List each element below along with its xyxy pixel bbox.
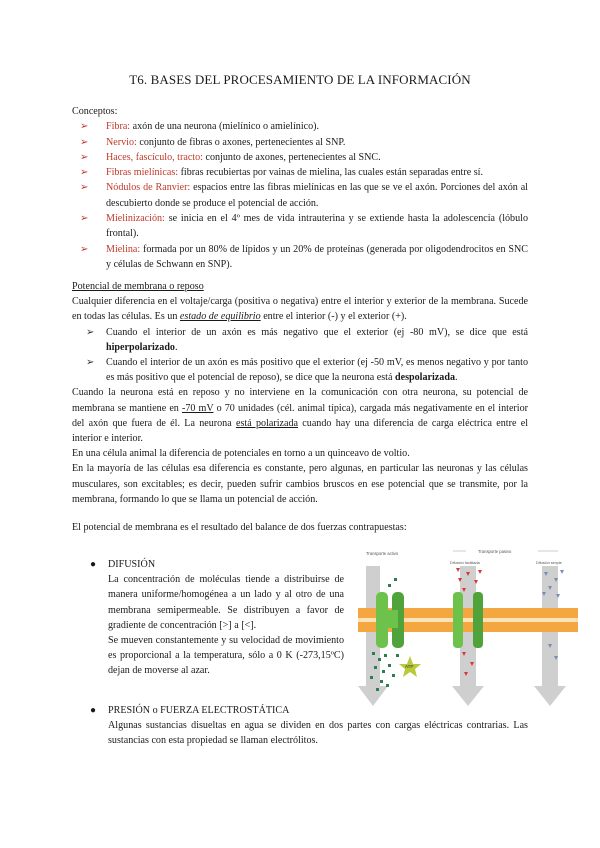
concept-item bbox=[72, 119, 528, 134]
concept-text: formada por un 80% de lípidos y un 20% de proteínas (generada por oligodendrocitos en SNC y células de Schwann en SNP). bbox=[106, 243, 528, 270]
presion-text: Algunas sustancias disueltas en agua se dividen en dos partes con cargas eléctricas contrarias. Las sustancias con esta propiedad se llaman electrólitos. bbox=[108, 720, 528, 747]
concepts-heading: Conceptos: bbox=[72, 106, 118, 117]
label-passive-transport: Transporte pasivo bbox=[478, 549, 512, 554]
concept-term: Nervio: bbox=[106, 136, 137, 148]
paragraph-balance: El potencial de membrana es el resultado del balance de dos fuerzas contrapuestas: bbox=[72, 522, 407, 534]
section-heading: Potencial de membrana o reposo bbox=[72, 281, 204, 292]
membrane-potential-section bbox=[72, 279, 528, 535]
concept-term: Mielina: bbox=[106, 243, 141, 255]
concept-item bbox=[72, 180, 528, 211]
arrow-bullet-icon: ➢ bbox=[80, 151, 89, 163]
presion-title: PRESIÓN o FUERZA ELECTROSTÁTICA bbox=[108, 705, 290, 716]
hyperpolarized-item: ➢ Cuando el interior de un axón es más negativo que el exterior (ej -80 mV), se dice que está hiperpolarizado. bbox=[86, 326, 528, 353]
concept-item bbox=[72, 211, 528, 242]
difusion-title: DIFUSIÓN bbox=[108, 559, 156, 570]
arrow-bullet-icon: ➢ bbox=[86, 326, 95, 338]
concept-text: conjunto de axones, pertenecientes al SNC. bbox=[202, 151, 381, 163]
presion-block bbox=[108, 703, 528, 749]
concepts-list bbox=[72, 119, 528, 272]
label-active-transport: Transporte activo bbox=[366, 551, 399, 556]
paragraph-animal-cell: En una célula animal la diferencia de potenciales en torno a un quinceavo de voltio. bbox=[72, 448, 410, 460]
concept-text: espacios entre las fibras mielínicas en las que se ve el axón. Porciones del axón al descubierto donde se produce el potencial de acción. bbox=[106, 182, 528, 209]
concept-item bbox=[72, 135, 528, 150]
arrow-bullet-icon: ➢ bbox=[80, 136, 89, 148]
difusion-block bbox=[108, 557, 344, 679]
paragraph-excitable: En la mayoría de las células esa diferencia es constante, pero algunas, en particular las neuronas y las células musculares, son excitables; es decir, pueden sufrir cambios bruscos en ese potencial que se transmite, por la membrana, formando lo que se llama un potencial de acción. bbox=[72, 463, 528, 505]
concept-text: axón de una neurona (mielínico o amielínico). bbox=[130, 121, 320, 133]
concept-text: fibras recubiertas por vainas de mielina, las cuales están separadas entre sí. bbox=[178, 167, 483, 179]
label-facilitated: Difusión facilitada bbox=[450, 561, 480, 565]
concepts-section bbox=[72, 104, 528, 272]
concept-item bbox=[72, 150, 528, 165]
concept-item bbox=[72, 242, 528, 273]
concept-term: Fibra: bbox=[106, 121, 131, 133]
concept-term: Fibras mielínicas: bbox=[106, 167, 179, 179]
concept-item bbox=[72, 165, 528, 180]
equilibrium-term: estado de equilibrio bbox=[179, 311, 261, 323]
concept-term: Mielinización: bbox=[106, 213, 165, 225]
arrow-bullet-icon: ➢ bbox=[80, 121, 89, 133]
arrow-bullet-icon: ➢ bbox=[80, 182, 89, 194]
arrow-bullet-icon: ➢ bbox=[80, 167, 89, 179]
bullet-icon: ● bbox=[90, 559, 97, 570]
paragraph-resting: Cuando la neurona está en reposo y no interviene en la comunicación con otra neurona, su potencial de membrana se mantiene en -70 mV o 70 unidades (cél. animal típica), cargada más negativamente en el interior del axón que fuera de él. La neurona está polarizada cuando hay una diferencia de carga eléctrica entre el interior e interior. bbox=[72, 387, 529, 445]
arrow-bullet-icon: ➢ bbox=[80, 243, 89, 255]
depolarized-item: ➢ Cuando el interior de un axón es más positivo que el exterior (ej -50 mV, es menos negativo y por tanto es más positivo que el potencial de reposo), se dice que la neurona está despolarizada. bbox=[86, 357, 528, 384]
polarization-list bbox=[72, 325, 528, 386]
arrow-bullet-icon: ➢ bbox=[86, 357, 95, 369]
difusion-text: La concentración de moléculas tiende a distribuirse de manera uniforme/homogénea a un lado y al otro de una membrana semipermeable. Se distribuyen a favor de gradiente de concentración [>] a [<]. bbox=[108, 574, 344, 631]
membrane-transport-diagram bbox=[358, 548, 578, 708]
concept-term: Nódulos de Ranvier: bbox=[106, 182, 191, 194]
atp-label: ATP bbox=[405, 664, 414, 669]
page-title: T6. BASES DEL PROCESAMIENTO DE LA INFORMACIÓN bbox=[129, 72, 471, 87]
protein-channel-active bbox=[376, 592, 404, 648]
label-simple: Difusión simple bbox=[536, 561, 562, 565]
concept-text: conjunto de fibras o axones, pertenecientes al SNP. bbox=[136, 136, 346, 148]
difusion-text-2: Se mueven constantemente y su velocidad de movimiento es proporcional a la temperatura, sólo a 0 K (-273,15ºC) dejan de moverse al azar. bbox=[108, 635, 344, 677]
arrow-bullet-icon: ➢ bbox=[80, 213, 89, 225]
bullet-icon: ● bbox=[90, 705, 97, 716]
paragraph-definition: Cualquier diferencia en el voltaje/carga (positiva o negativa) entre el interior y exterior de la membrana. Sucede en todas las células. Es un estado de equilibrio entre el interior (-) y el exterior (+). bbox=[72, 296, 528, 323]
concept-term: Haces, fascículo, tracto: bbox=[106, 151, 203, 163]
concept-text: se inicia en el 4º mes de vida intrauterina y se extiende hasta la adolescencia (lóbulo frontal). bbox=[106, 213, 528, 240]
